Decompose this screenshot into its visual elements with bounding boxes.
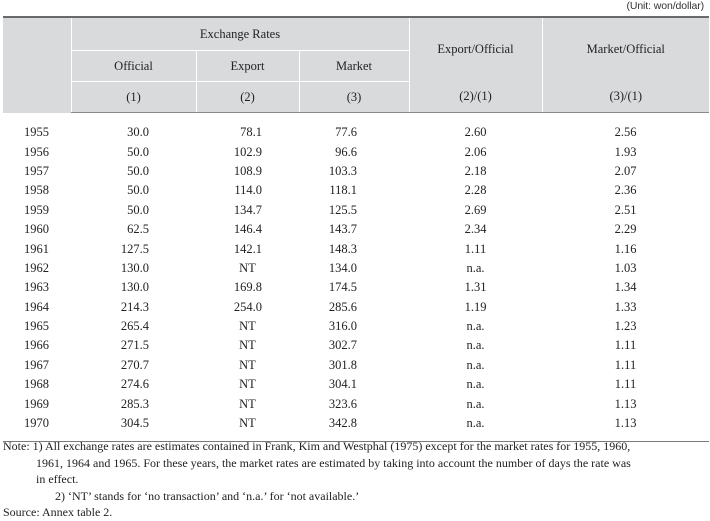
table-row — [3, 181, 709, 200]
official-rate-cell: 285.3 — [120, 396, 149, 411]
table-header — [3, 17, 709, 113]
export-official-ratio-cell: n.a. — [466, 357, 485, 372]
year-cell: 1965 — [24, 319, 49, 334]
market-rate-cell: 316.0 — [328, 319, 357, 334]
export-rate-cell: 142.1 — [233, 241, 262, 256]
note-1: Note: 1) All exchange rates are estimates contained in Frank, Kim and Westphal (1975) except for the market rates for 1955, 1960, — [3, 439, 631, 453]
official-rate-cell: 30.0 — [127, 125, 149, 140]
export-official-ratio-cell: n.a. — [409, 414, 542, 442]
note-1-continued: 1961, 1964 and 1965. For these years, the market rates are estimated by taking into account the number of days the rate was — [36, 455, 631, 470]
market-official-ratio-cell: 1.23 — [614, 319, 637, 334]
year-header-cell — [3, 17, 71, 113]
note-1-end: in effect. — [36, 472, 79, 486]
year-cell: 1968 — [24, 377, 49, 392]
table-row — [3, 317, 709, 336]
market-rate-cell: 342.8 — [299, 414, 409, 442]
table-row — [3, 113, 709, 143]
export-official-ratio-cell: 2.60 — [464, 125, 487, 140]
market-official-ratio-cell: 1.34 — [614, 280, 637, 295]
market-official-ratio-cell: 2.07 — [614, 163, 637, 178]
market-rate-cell: 103.3 — [328, 163, 357, 178]
header-export: Export — [196, 51, 299, 82]
market-rate-cell: 148.3 — [328, 241, 357, 256]
market-rate-cell: 285.6 — [328, 299, 357, 314]
export-official-ratio-cell: 2.34 — [464, 222, 487, 237]
official-rate-cell: 271.5 — [120, 338, 149, 353]
official-rate-cell: 270.7 — [120, 357, 149, 372]
year-cell: 1970 — [3, 414, 71, 442]
official-rate-cell: 214.3 — [120, 299, 149, 314]
official-rate-cell: 50.0 — [127, 202, 149, 217]
table-notes — [3, 438, 709, 521]
source-note: Source: Annex table 2. — [3, 505, 113, 519]
export-rate-cell: NT — [239, 338, 256, 353]
export-rate-cell: 78.1 — [240, 125, 262, 140]
market-rate-cell: 302.7 — [328, 338, 357, 353]
market-rate-cell: 134.0 — [328, 260, 357, 275]
year-cell: 1960 — [24, 222, 49, 237]
table-row — [3, 162, 709, 181]
header-col-2: (2) — [196, 82, 299, 113]
table-row — [3, 394, 709, 413]
market-official-ratio-cell: 2.36 — [614, 183, 637, 198]
table-row — [3, 142, 709, 161]
year-cell: 1958 — [24, 183, 49, 198]
export-rate-cell: 169.8 — [233, 280, 262, 295]
market-official-ratio-cell: 1.13 — [614, 396, 637, 411]
market-rate-cell: 125.5 — [328, 202, 357, 217]
export-official-ratio-cell: 1.11 — [464, 241, 487, 256]
export-official-ratio-cell: n.a. — [466, 396, 485, 411]
export-official-ratio-cell: 2.69 — [464, 202, 487, 217]
export-rate-cell: 114.0 — [234, 183, 262, 198]
export-official-ratio-cell: 2.06 — [464, 144, 487, 159]
table-row — [3, 278, 709, 297]
market-official-ratio-cell: 1.93 — [614, 144, 637, 159]
market-rate-cell: 323.6 — [328, 396, 357, 411]
export-official-ratio-cell: 2.18 — [464, 163, 487, 178]
export-rate-cell: NT — [239, 260, 256, 275]
official-rate-cell: 274.6 — [120, 377, 149, 392]
official-rate-cell: 304.5 — [71, 414, 196, 442]
table-row — [3, 375, 709, 394]
official-rate-cell: 50.0 — [127, 163, 149, 178]
official-rate-cell: 50.0 — [127, 144, 149, 159]
official-rate-cell: 62.5 — [127, 222, 149, 237]
export-official-ratio-cell: 1.19 — [464, 299, 487, 314]
market-rate-cell: 77.6 — [335, 125, 357, 140]
year-cell: 1966 — [24, 338, 49, 353]
export-rate-cell: 254.0 — [233, 299, 262, 314]
table-row — [3, 336, 709, 355]
table-body — [3, 113, 709, 442]
header-col-5: (3)/(1) — [542, 82, 709, 113]
export-rate-cell: NT — [239, 377, 256, 392]
market-official-ratio-cell: 1.13 — [542, 414, 709, 442]
header-market-official: Market/Official — [542, 17, 709, 82]
unit-label: (Unit: won/dollar) — [626, 0, 704, 12]
export-rate-cell: 146.4 — [233, 222, 262, 237]
official-rate-cell: 130.0 — [120, 280, 149, 295]
export-rate-cell: NT — [196, 414, 299, 442]
header-export-official: Export/Official — [409, 17, 542, 82]
year-cell: 1961 — [24, 241, 49, 256]
market-official-ratio-cell: 2.51 — [614, 202, 637, 217]
market-official-ratio-cell: 1.33 — [614, 299, 637, 314]
header-col-1: (1) — [71, 82, 196, 113]
official-rate-cell: 50.0 — [127, 183, 149, 198]
header-col-3: (3) — [299, 82, 409, 113]
export-rate-cell: 134.7 — [233, 202, 262, 217]
year-cell: 1963 — [24, 280, 49, 295]
market-official-ratio-cell: 1.11 — [614, 377, 637, 392]
market-official-ratio-cell: 1.11 — [614, 357, 637, 372]
market-rate-cell: 174.5 — [328, 280, 357, 295]
table-row — [3, 201, 709, 220]
market-rate-cell: 304.1 — [328, 377, 357, 392]
market-rate-cell: 118.1 — [329, 183, 357, 198]
header-market: Market — [299, 51, 409, 82]
export-rate-cell: NT — [239, 357, 256, 372]
export-official-ratio-cell: 2.28 — [464, 183, 487, 198]
year-cell: 1956 — [24, 144, 49, 159]
export-rate-cell: NT — [239, 319, 256, 334]
year-cell: 1957 — [24, 163, 49, 178]
market-rate-cell: 96.6 — [335, 144, 357, 159]
note-2: 2) ‘NT’ stands for ‘no transaction’ and ‘n.a.’ for ‘not available.’ — [55, 488, 360, 503]
export-official-ratio-cell: 1.31 — [464, 280, 487, 295]
year-cell: 1959 — [24, 202, 49, 217]
export-rate-cell: 102.9 — [233, 144, 262, 159]
year-cell: 1962 — [24, 260, 49, 275]
market-official-ratio-cell: 1.03 — [614, 260, 637, 275]
market-official-ratio-cell: 1.16 — [614, 241, 637, 256]
market-official-ratio-cell: 2.29 — [614, 222, 637, 237]
official-rate-cell: 265.4 — [120, 319, 149, 334]
table-row — [3, 239, 709, 258]
official-rate-cell: 127.5 — [120, 241, 149, 256]
market-official-ratio-cell: 2.56 — [614, 125, 637, 140]
market-official-ratio-cell: 1.11 — [614, 338, 637, 353]
year-cell: 1964 — [24, 299, 49, 314]
export-rate-cell: 108.9 — [233, 163, 262, 178]
export-official-ratio-cell: n.a. — [466, 319, 485, 334]
exchange-rate-table — [3, 16, 709, 442]
export-official-ratio-cell: n.a. — [466, 260, 485, 275]
table-row — [3, 259, 709, 278]
export-official-ratio-cell: n.a. — [466, 377, 485, 392]
header-exchange-rates: Exchange Rates — [71, 17, 409, 51]
table-row — [3, 298, 709, 317]
year-cell: 1955 — [24, 124, 49, 139]
market-rate-cell: 301.8 — [328, 357, 357, 372]
official-rate-cell: 130.0 — [120, 260, 149, 275]
table-row — [3, 356, 709, 375]
header-official: Official — [71, 51, 196, 82]
year-cell: 1969 — [24, 396, 49, 411]
table-row — [3, 220, 709, 239]
year-cell: 1967 — [24, 357, 49, 372]
market-rate-cell: 143.7 — [328, 222, 357, 237]
export-official-ratio-cell: n.a. — [466, 338, 485, 353]
header-col-4: (2)/(1) — [409, 82, 542, 113]
export-rate-cell: NT — [239, 396, 256, 411]
